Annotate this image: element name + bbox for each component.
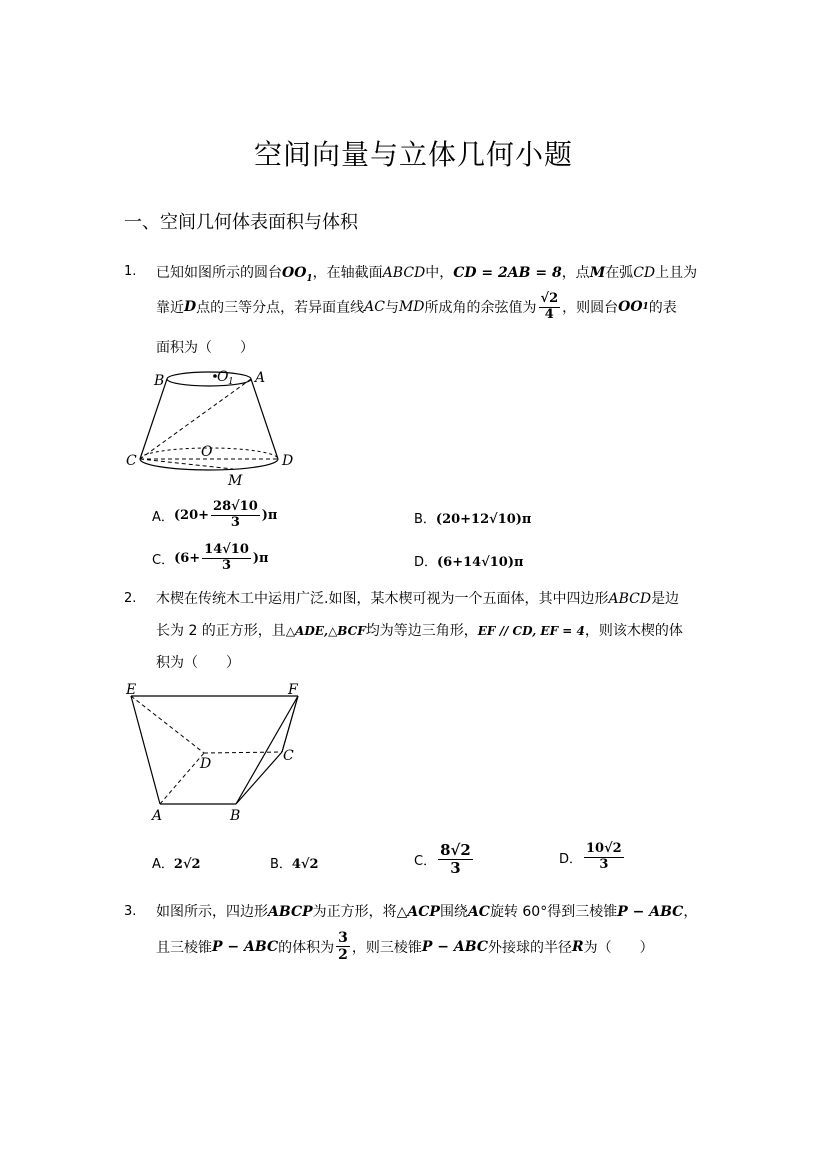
q2-option-d-fraction: $\frac{10√2}{3}$ [586,841,622,872]
q1-option-c-fraction: $\frac{14√10}{3}$ [204,542,249,573]
label-b: B [230,808,241,824]
q1-oo: OO [282,265,307,281]
q1-option-b[interactable]: B．(20+12√10)π [414,512,532,527]
question-2-line-1: 木楔在传统木工中运用广泛.如图，某木楔可视为一个五面体，其中四边形ABCD是边 [156,591,680,607]
q1-oo: OO [618,299,643,316]
q1-md: MD [398,299,425,316]
frustum-figure [124,364,304,488]
label-c: C [283,748,294,764]
q1-abcd: ABCD [382,265,426,281]
q1-text: ，在轴截面 [312,265,383,281]
q2-option-a[interactable]: A．2√2 [152,857,201,872]
q3-volume-fraction: $\frac{3}{2}$ [338,930,348,964]
label-a: A [152,808,163,824]
q1-option-a[interactable]: A． (20+ $\frac{28√10}{3}$ )π [152,499,278,530]
wedge-figure [122,680,312,826]
question-2-line-2: 长为 2 的正方形，且△ADE,△BCF均为等边三角形，EF // CD, EF = 4，则该木楔的体 [156,623,683,639]
q2-option-b[interactable]: B．4√2 [270,857,319,872]
segment-ac [140,379,251,459]
q1-oo-sub: 1 [642,302,649,313]
q1-cd: CD [633,265,656,281]
question-2-line-3: 积为（ ） [156,655,240,671]
question-3-line-2: 且三棱锥 P − ABC 的体积为 $\frac{3}{2}$ ，则三棱锥 P − ABC 外接球的半径 R 为（ ） [156,930,654,964]
q3-r: R [571,938,584,955]
q1-oo-sub: 1 [306,273,313,284]
section-heading: 一、空间几何体表面积与体积 [124,212,358,233]
q2-triangles: △ADE,△BCF [285,624,366,638]
question-1-line-1 [156,262,697,284]
label-f: F [288,682,298,698]
q2-option-d[interactable]: D． $\frac{10√2}{3}$ [559,841,622,872]
q3-triangle-acp: △ACP [396,904,440,920]
q1-text: ，则圆台 [562,300,619,317]
q3-pabc: P − ABC [212,938,279,955]
q3-pabc: P − ABC [421,938,488,955]
q3-ac: AC [467,904,490,920]
question-3-number: 3. [124,904,137,919]
q1-text: 靠近 [156,300,184,317]
label-a: A [255,370,266,386]
question-1-line-2 [156,292,677,323]
edge-ad [160,753,204,804]
label-o1-sub: 1 [228,377,234,387]
bottom-ellipse-front [140,459,278,470]
label-c: C [126,453,137,469]
q1-ac: AC [364,299,385,316]
page-title: 空间向量与立体几何小题 [253,138,573,171]
q1-d: D [184,299,197,316]
q1-cos-fraction: $\frac{√2}{4}$ [540,291,559,322]
q2-equation: EF // CD, EF = 4 [477,624,585,638]
question-1-number: 1. [124,264,137,279]
q1-text: 点的三等分点，若异面直线 [196,300,365,317]
label-e: E [126,682,137,698]
q1-text: 中， [425,265,454,281]
q1-text: 在弧 [605,265,634,281]
q1-text: 的表 [648,300,677,317]
q3-abcp: ABCP [268,904,313,920]
edge-fc-inner [282,696,298,752]
question-1-line-3: 面积为（ ） [156,340,254,356]
q1-text: 所成角的余弦值为 [424,300,537,317]
q2-abcd: ABCD [608,591,652,607]
q1-option-d[interactable]: D．(6+14√10)π [414,555,524,570]
label-d: D [200,756,212,772]
segment-cm [140,459,233,469]
question-2-number: 2. [124,591,137,606]
edge-ed [131,696,204,753]
q1-text: 已知如图所示的圆台 [156,265,282,281]
edge-bc [140,379,167,459]
q1-equation: CD = 2AB = 8 [453,265,562,281]
label-m: M [228,473,243,488]
q1-m: M [589,265,606,281]
question-3-line-1: 如图所示，四边形ABCP为正方形，将△ACP围绕AC旋转 60°得到三棱锥P − ABC， [156,904,698,920]
label-b: B [154,373,165,389]
label-d: D [282,453,294,469]
top-ellipse [167,372,251,386]
q3-pabc: P − ABC [617,904,684,920]
edge-ea [131,696,160,804]
q1-option-c[interactable]: C． (6+ $\frac{14√10}{3}$ )π [152,542,269,573]
edge-dc [204,752,282,753]
q1-text: 与 [384,300,399,317]
label-o1: O [217,369,229,385]
q1-text: ，点 [561,265,590,281]
q1-option-a-fraction: $\frac{28√10}{3}$ [213,499,258,530]
q2-option-c[interactable]: C． $\frac{8√2}{3}$ [414,841,471,878]
edge-bc [236,752,282,804]
label-o: O [201,444,213,460]
edge-ad [251,379,278,459]
q2-option-c-fraction: $\frac{8√2}{3}$ [440,841,471,878]
q1-text: 上且为 [655,265,698,281]
